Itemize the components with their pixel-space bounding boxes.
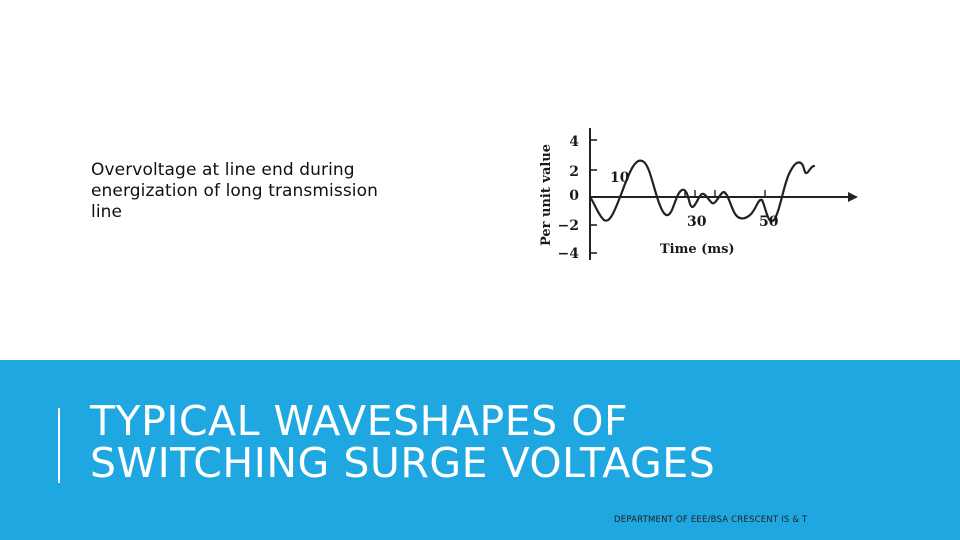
figure-caption: Overvoltage at line end during energization of long transmission line (91, 160, 378, 222)
annotation-label: 50 (759, 214, 779, 230)
y-axis-label: Per unit value (539, 143, 554, 247)
y-tick-label: 2 (569, 164, 579, 180)
slide-title: TYPICAL WAVESHAPES OF SWITCHING SURGE VOLTAGES (90, 397, 716, 487)
annotation-label: 10 (610, 170, 630, 186)
y-tick-label: −4 (557, 246, 579, 262)
slide-footer: DEPARTMENT OF EEE/BSA CRESCENT IS & T (614, 515, 808, 525)
y-tick-label: 4 (569, 134, 579, 150)
annotation-label: 30 (687, 214, 707, 230)
banner-accent-rule (58, 408, 60, 483)
title-banner (0, 360, 960, 540)
waveform-plot (530, 120, 870, 270)
x-axis-label: Time (ms) (660, 242, 735, 257)
y-tick-label: −2 (557, 218, 579, 234)
waveform-figure (530, 120, 870, 270)
x-axis-arrow-icon (848, 192, 858, 202)
y-tick-label: 0 (569, 188, 579, 204)
